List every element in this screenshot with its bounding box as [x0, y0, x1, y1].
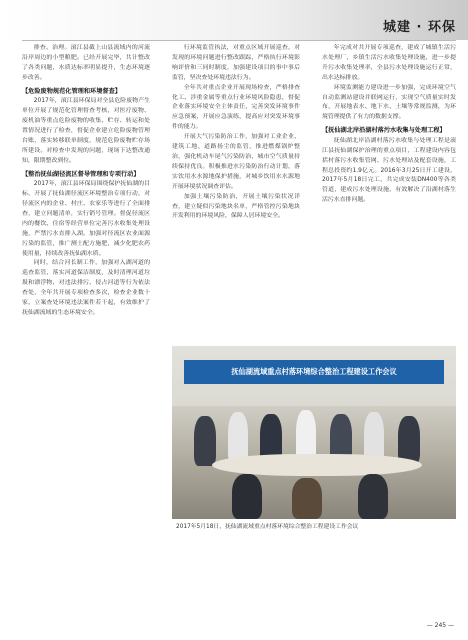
paragraph: 2017年，滚江县环保局对全县危险废物产生单位开展了规范化管理督查考核，对医疗废物、废机油等重点危险废物的收集、贮存、转运和处置情况进行了检查，督促企业建立危险废物管理台账，落实转移联单制度，规范危险废物贮存场所建设。对检查中发现的问题，现场下达整改通知，限期整改到位。 — [22, 98, 150, 164]
section-heading: 【抚仙湖北岸沿湖村落污水收集与处理工程】 — [322, 127, 446, 135]
paragraph: 2017年，滚江县环保局围绕保护抚仙湖的目标，开展了抚仙湖径流区环境整治专项行动，对径流区内的企业、村庄、农家乐等进行了全面排查，建立问题清单，实行销号管理。督促径流区内的餐饮、住宿等经营单位完善污水收集处理设施，严禁污水直排入湖。加强对径流区农业面源污染的监管，推广测土配方施肥，减少化肥农药使用量，持续改善抚仙湖水质。 — [22, 181, 150, 257]
paragraph: 行环境监管执法，对重点区域开展巡查，对发现的环境问题进行整改跟踪，严格执行环境影响评价和三同时制度，加强建设项目的事中事后监管，坚决查处环境违法行为。 — [172, 45, 300, 81]
section-title: 城建 · 环保 — [383, 20, 456, 35]
paragraph: 全年共对重点企业开展现场检查，严格排查化工、涉重金属等重点行业环境风险隐患，督促企业落实环境安全主体责任，完善突发环境事件应急预案，开展应急演练，提高应对突发环境事件的能力。 — [172, 84, 300, 131]
person-figure — [194, 416, 216, 466]
conference-table — [212, 454, 422, 476]
person-figure — [232, 474, 262, 519]
photo-caption: 2017年5月18日，抚仙湖流域重点村落环境综合整治工程建设工作会议 — [176, 524, 359, 530]
person-figure — [358, 474, 388, 519]
section-heading: 【危险废物规范化管理和环境督查】 — [22, 87, 121, 95]
paragraph: 抚仙湖北岸沿湖村落污水收集与处理工程是滚江县抚仙湖保护治理的重点项目，工程建设内容包括村落污水收集管网、污水处理站及配套设施，工程总投资约1.9亿元。2016年3月25日开工建设，2017年5月18日完工，共完成安装DN400等各类管道，建成污水处理设施，有效解决了沿湖村落生活污水直排问题。 — [322, 137, 456, 204]
section-heading: 【整治抚仙湖径流区督导管理和专项行动】 — [22, 170, 140, 178]
paragraph: 同时，结合河长制工作，加强对入湖河道的巡查监管，落实河道保洁制度，及时清理河道垃圾和漂浮物，对违法排污、侵占河道等行为依法查处，全年共开展专项检查多次，检查企业数十家，立案查处环境违法案件若干起，有效维护了抚仙湖流域的生态环境安全。 — [22, 260, 150, 316]
paragraph: 年完成对共开展专项巡查，建成了城镇生活污水处理厂、乡镇生活污水收集处理设施，进一步提升污水收集处理率，全县污水处理设施运行正常，出水达标排放。 — [322, 45, 456, 81]
paragraph: 加强土壤污染防治，开展土壤污染状况详查，建立疑似污染地块名单，严格管控污染地块开发利用的环境风险，保障人居环境安全。 — [172, 193, 300, 220]
text-column-3 — [322, 44, 456, 342]
text-column-1 — [22, 44, 150, 568]
text-column-2 — [172, 44, 300, 342]
person-figure — [292, 478, 322, 519]
paragraph: 环境监测能力建设进一步加强，完成环境空气自动监测站建设并联网运行，实现空气质量实时发布，开展地表水、地下水、土壤等常规监测，为环境管理提供了有力的数据支撑。 — [322, 84, 456, 121]
paragraph: 排查、治理。滚江县截上山县流域内的河流沿岸周边的小型粮肥。已经开展完毕，共计整改了各类问题，水质达标率明显提升，生态环境逐步改善。 — [22, 45, 150, 81]
meeting-banner: 抚仙湖流域重点村落环境综合整治工程建设工作会议 — [184, 360, 444, 384]
meeting-photo — [172, 346, 456, 519]
paragraph: 开展大气污染防治工作，加强对工业企业、建筑工地、道路扬尘的监管，推进燃煤锅炉整治，强化机动车尾气污染防治，城市空气质量持续保持优良。积极推进水污染防治行动计划，落实饮用水水源地保护措施，对城乡饮用水水源地开展环境状况调查评估。 — [172, 134, 300, 190]
header-divider — [22, 40, 456, 41]
person-figure — [398, 416, 420, 464]
page-number: — 245 — — [426, 622, 454, 629]
